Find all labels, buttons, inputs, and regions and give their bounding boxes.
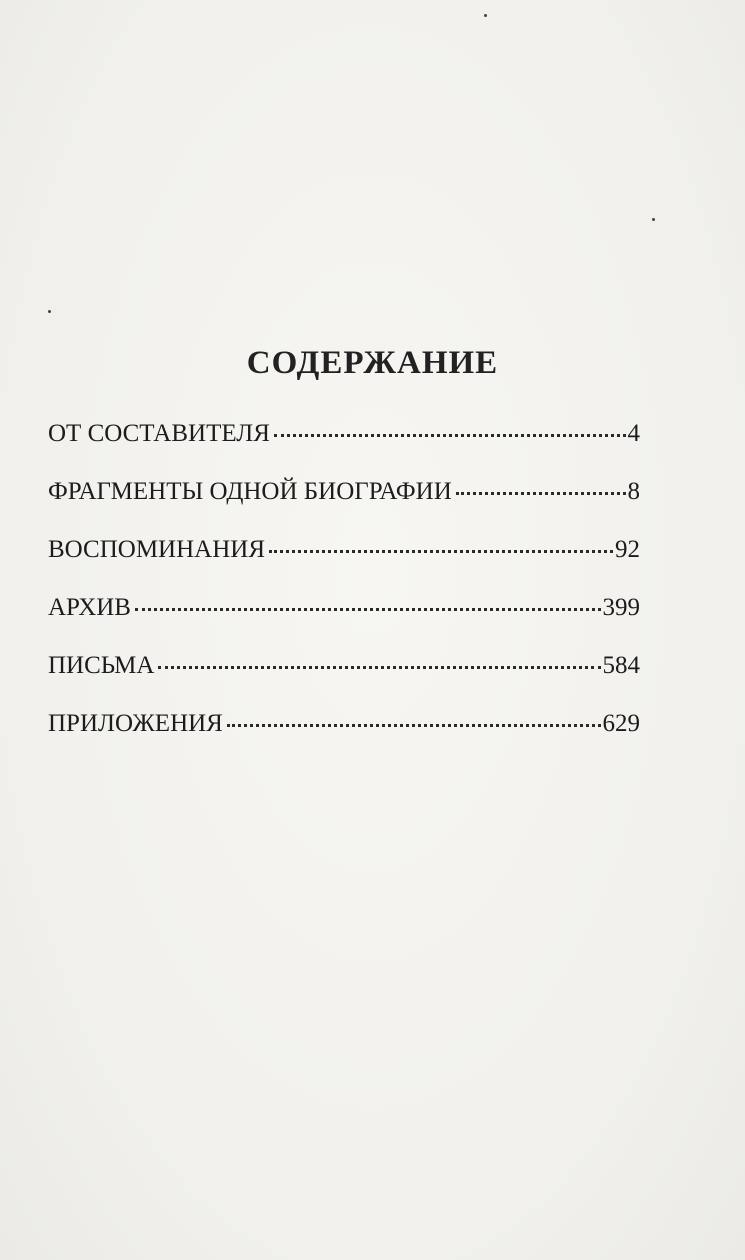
toc-leader-dots xyxy=(274,434,626,437)
toc-entry-page-number: 4 xyxy=(627,420,640,447)
print-speck xyxy=(652,218,655,221)
toc-leader-dots xyxy=(227,724,601,727)
toc-entry-page-number: 399 xyxy=(602,594,640,621)
print-speck xyxy=(484,14,487,17)
toc-entry xyxy=(48,536,640,594)
toc-entry xyxy=(48,478,640,536)
toc-entry xyxy=(48,710,640,768)
toc-leader-dots xyxy=(158,666,600,669)
toc-leader-dots xyxy=(135,608,601,611)
toc-entry-title: ПРИЛОЖЕНИЯ xyxy=(48,710,223,737)
page-title: СОДЕРЖАНИЕ xyxy=(246,345,499,381)
toc-entry xyxy=(48,652,640,710)
print-speck xyxy=(48,310,51,313)
toc-entry-page-number: 629 xyxy=(602,710,640,737)
toc-entry-title: АРХИВ xyxy=(48,594,131,621)
toc-entry-title: ОТ СОСТАВИТЕЛЯ xyxy=(48,420,270,447)
toc-entry xyxy=(48,420,640,478)
toc-entry-title: ФРАГМЕНТЫ ОДНОЙ БИОГРАФИИ xyxy=(48,478,452,505)
toc-entry-page-number: 584 xyxy=(602,652,640,679)
toc-leader-dots xyxy=(269,550,613,553)
table-of-contents xyxy=(48,420,640,768)
toc-entry-page-number: 92 xyxy=(615,536,640,563)
toc-leader-dots xyxy=(456,492,626,495)
toc-entry-page-number: 8 xyxy=(627,478,640,505)
toc-entry-title: ВОСПОМИНАНИЯ xyxy=(48,536,265,563)
toc-entry-title: ПИСЬМА xyxy=(48,652,155,679)
toc-entry xyxy=(48,594,640,652)
